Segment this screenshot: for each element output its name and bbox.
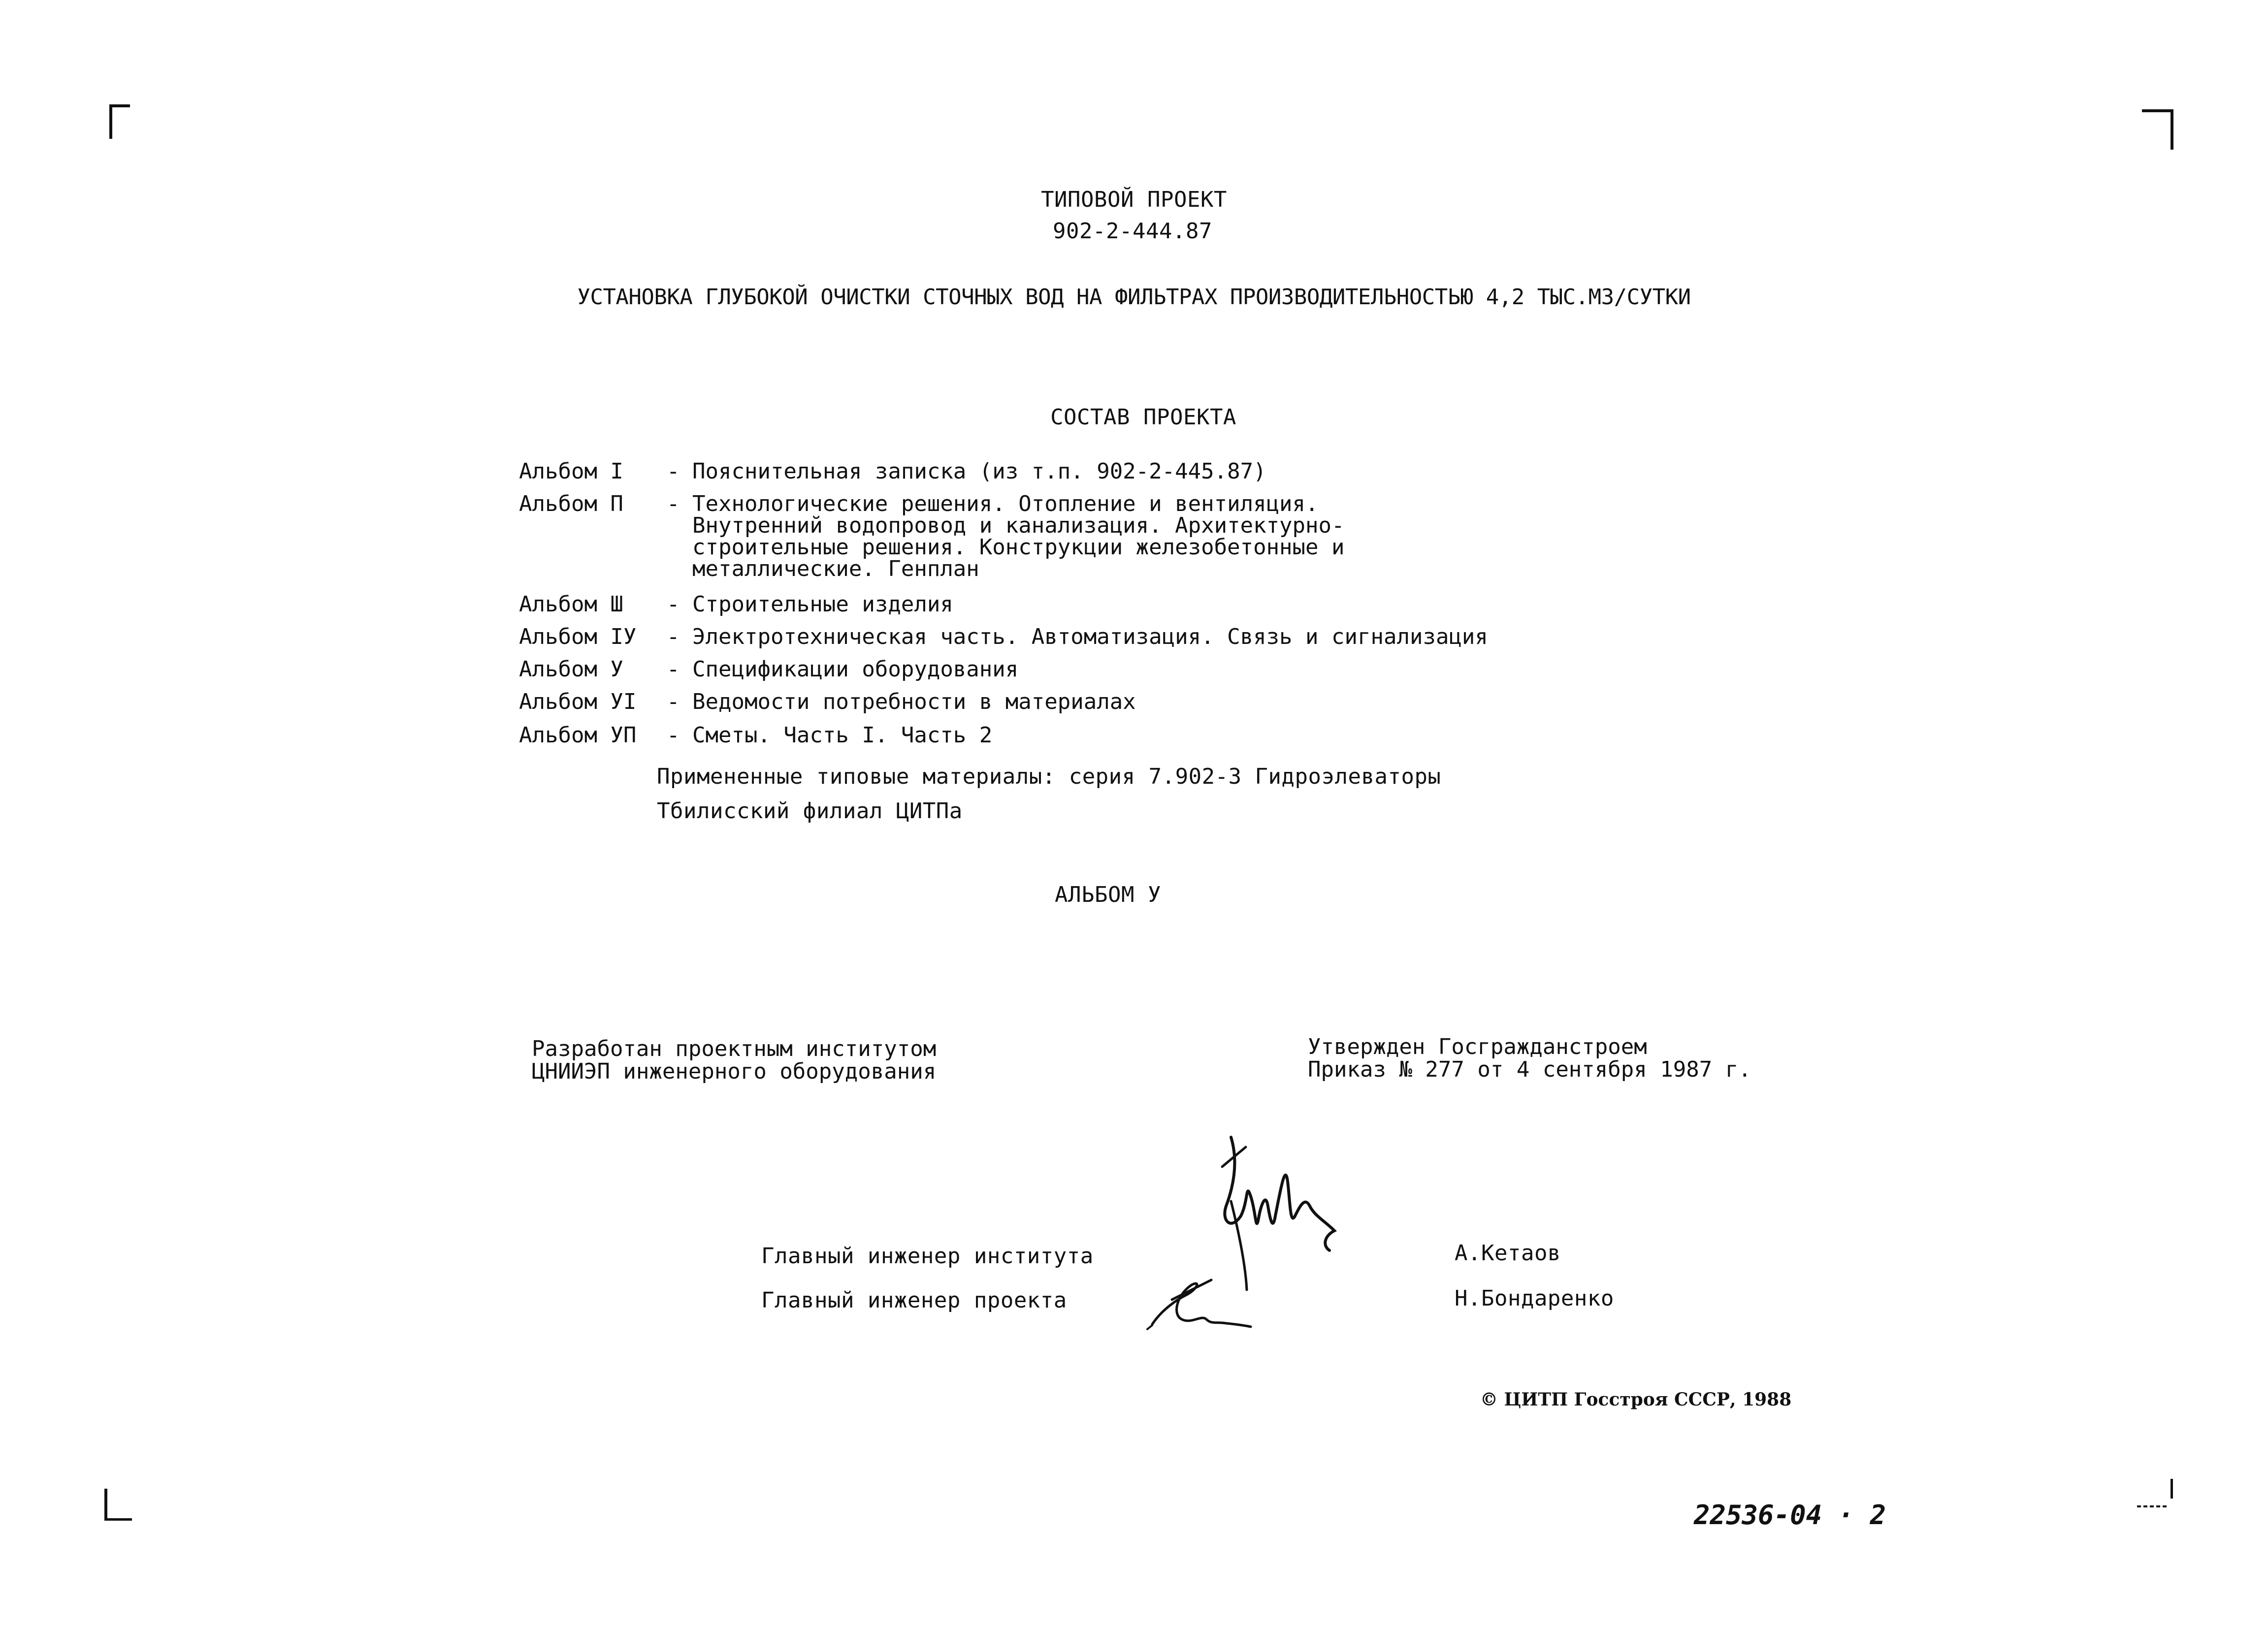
album-label: Альбом П [519, 491, 623, 516]
signature-name-2: Н.Бондаренко [1455, 1286, 1614, 1311]
applied-materials: Примененные типовые материалы: серия 7.902-3 Гидроэлеваторы [657, 764, 1441, 789]
album-row-4 [519, 625, 1488, 649]
album-description: Строительные изделия [692, 592, 953, 617]
album-description: Спецификации оборудования [692, 657, 1019, 682]
developed-by [532, 1038, 936, 1083]
corner-mark-bottom-right [2137, 1505, 2167, 1507]
album-label: Альбом УI [519, 689, 637, 714]
album-description: Электротехническая часть. Автоматизация. Связь и сигнализация [692, 624, 1488, 649]
album-label: Альбом I [519, 459, 623, 484]
album-label: Альбом Ш [519, 592, 623, 617]
album-description: Пояснительная записка (из т.п. 902-2-445.87) [692, 459, 1266, 484]
album-row-2 [519, 493, 1345, 580]
album-row-1 [519, 460, 1266, 483]
project-number: 902-2-444.87 [1053, 219, 1212, 244]
corner-mark-top-right [2142, 109, 2173, 150]
corner-mark-top-left [109, 104, 130, 139]
album-dash: - [667, 723, 680, 748]
approved-line-2: Приказ № 277 от 4 сентября 1987 г. [1308, 1056, 1751, 1082]
developed-line-1: Разработан проектным институтом [532, 1036, 937, 1061]
composition-heading: СОСТАВ ПРОЕКТА [1050, 405, 1236, 430]
album-dash: - [667, 657, 680, 682]
signature-name-1: А.Кетаов [1455, 1241, 1561, 1266]
album-dash: - [667, 592, 680, 617]
album-dash: - [667, 491, 680, 516]
album-label: Альбом IУ [519, 624, 637, 649]
album-row-5 [519, 658, 1018, 681]
signature-role-2: Главный инженер проекта [761, 1288, 1067, 1313]
album-row-7 [519, 724, 992, 747]
album-dash: - [667, 624, 680, 649]
album-row-3 [519, 593, 953, 616]
album-description: Технологические решения. Отопление и вентиляция. Внутренний водопровод и канализация. Архитектурно- строительные решения. Конструкции железобетонные и металлические. Генплан [692, 491, 1345, 581]
album-label: Альбом УП [519, 723, 637, 748]
applied-materials-source: Тбилисский филиал ЦИТПа [657, 798, 963, 824]
current-album-label: АЛЬБОМ У [1055, 882, 1161, 907]
album-label: Альбом У [519, 657, 623, 682]
project-title: УСТАНОВКА ГЛУБОКОЙ ОЧИСТКИ СТОЧНЫХ ВОД НА ФИЛЬТРАХ ПРОИЗВОДИТЕЛЬНОСТЬЮ 4,2 ТЫС.М3/СУТКИ [577, 285, 1691, 310]
approved-line-1: Утвержден Госгражданстроем [1308, 1034, 1647, 1059]
handwritten-signature-2 [1142, 1265, 1261, 1339]
approved-by [1308, 1036, 1751, 1081]
album-dash: - [667, 459, 680, 484]
copyright-notice: © ЦИТП Госстроя СССР, 1988 [1480, 1389, 1792, 1410]
album-description: Ведомости потребности в материалах [692, 689, 1136, 714]
album-row-6 [519, 690, 1136, 714]
project-type-label: ТИПОВОЙ ПРОЕКТ [1041, 187, 1227, 212]
document-code: 22536-04 · 2 [1694, 1500, 1886, 1531]
album-dash: - [667, 689, 680, 714]
album-description: Сметы. Часть I. Часть 2 [692, 723, 993, 748]
corner-mark-bottom-left [104, 1489, 132, 1521]
corner-mark-bottom-right-tick [2171, 1479, 2173, 1499]
developed-line-2: ЦНИИЭП инженерного оборудования [532, 1058, 937, 1084]
signature-role-1: Главный инженер института [761, 1244, 1094, 1269]
